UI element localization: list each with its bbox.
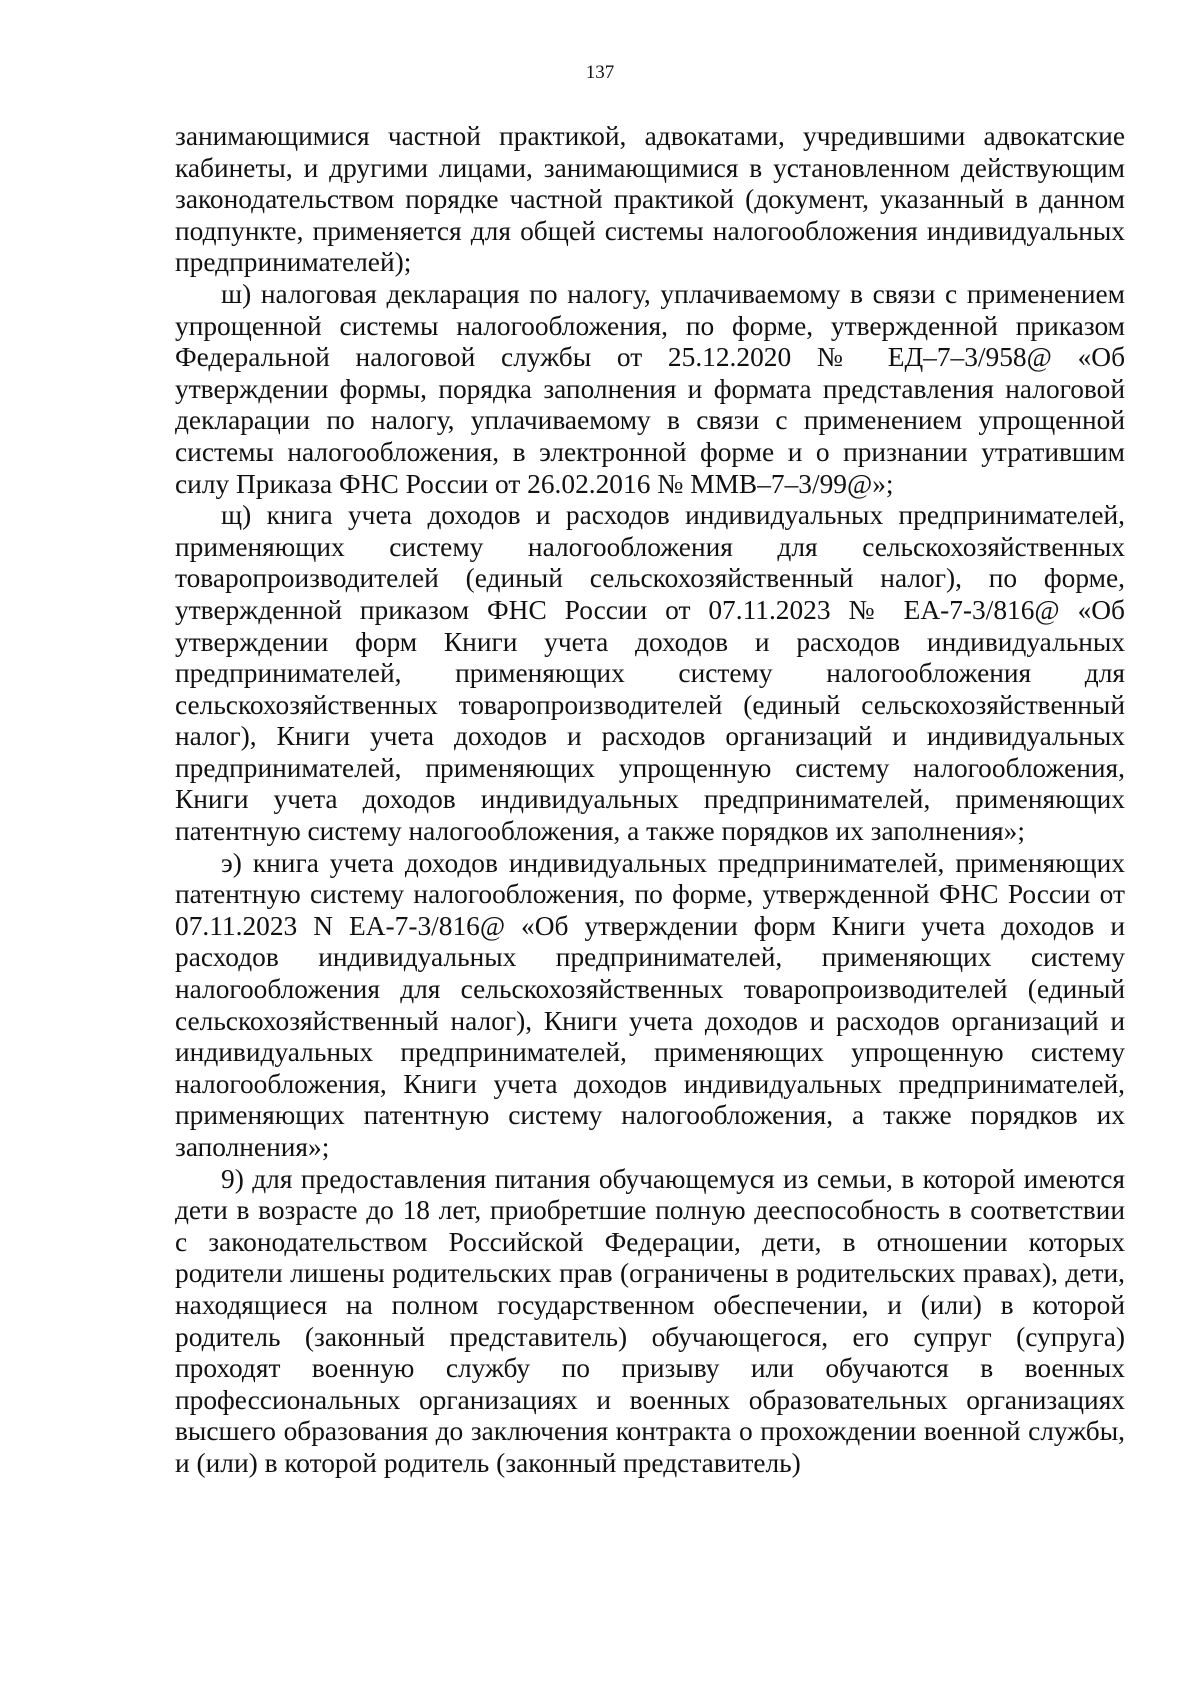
document-body [175,121,1125,1480]
page-number: 137 [585,62,615,83]
paragraph-item-9: 9) для предоставления питания обучающемуся из семьи, в которой имеются дети в возрасте до 18 лет, приобретшие полную дееспособность в соответствии с законодательством Российской Федерации, дети, в отношении которых родители лишены родительских прав (ограничены в родительских правах), дети, находящиеся на полном государственном обеспечении, и (или) в которой родитель (законный представитель) обучающегося, его супруг (супруга) проходят военную службу по призыву или обучаются в военных профессиональных организациях и военных образовательных организациях высшего образования до заключения контракта о прохождении военной службы, и (или) в которой родитель (законный представитель) [175,1163,1125,1478]
paragraph-sh: ш) налоговая декларация по налогу, уплачиваемому в связи с применением упрощенной системы налогообложения, по форме, утвержденной приказом Федеральной налоговой службы от 25.12.2020 № ЕД–7–3/958@ «Об утверждении формы, порядка заполнения и формата представления налоговой декларации по налогу, уплачиваемому в связи с применением упрощенной системы налогообложения, в электронной форме и о признании утратившим силу Приказа ФНС России от 26.02.2016 № ММВ–7–3/99@»; [175,278,1125,499]
paragraph-e: э) книга учета доходов индивидуальных предпринимателей, применяющих патентную систему налогообложения, по форме, утвержденной ФНС России от 07.11.2023 N ЕА-7-3/816@ «Об утверждении форм Книги учета доходов и расходов индивидуальных предпринимателей, применяющих систему налогообложения для сельскохозяйственных товаропроизводителей (единый сельскохозяйственный налог), Книги учета доходов и расходов организаций и индивидуальных предпринимателей, применяющих упрощенную систему налогообложения, Книги учета доходов индивидуальных предпринимателей, применяющих патентную систему налогообложения, а также порядков их заполнения»; [175,847,1125,1162]
paragraph-continuation: занимающимися частной практикой, адвокатами, учредившими адвокатские кабинеты, и другими лицами, занимающимися в установленном действующим законодательством порядке частной практикой (документ, указанный в данном подпункте, применяется для общей системы налогообложения индивидуальных предпринимателей); [175,121,1125,278]
paragraph-shch: щ) книга учета доходов и расходов индивидуальных предпринимателей, применяющих систему налогообложения для сельскохозяйственных товаропроизводителей (единый сельскохозяйственный налог), по форме, утвержденной приказом ФНС России от 07.11.2023 № ЕА-7-3/816@ «Об утверждении форм Книги учета доходов и расходов индивидуальных предпринимателей, применяющих систему налогообложения для сельскохозяйственных товаропроизводителей (единый сельскохозяйственный налог), Книги учета доходов и расходов организаций и индивидуальных предпринимателей, применяющих упрощенную систему налогообложения, Книги учета доходов индивидуальных предпринимателей, применяющих патентную систему налогообложения, а также порядков их заполнения»; [175,500,1125,847]
